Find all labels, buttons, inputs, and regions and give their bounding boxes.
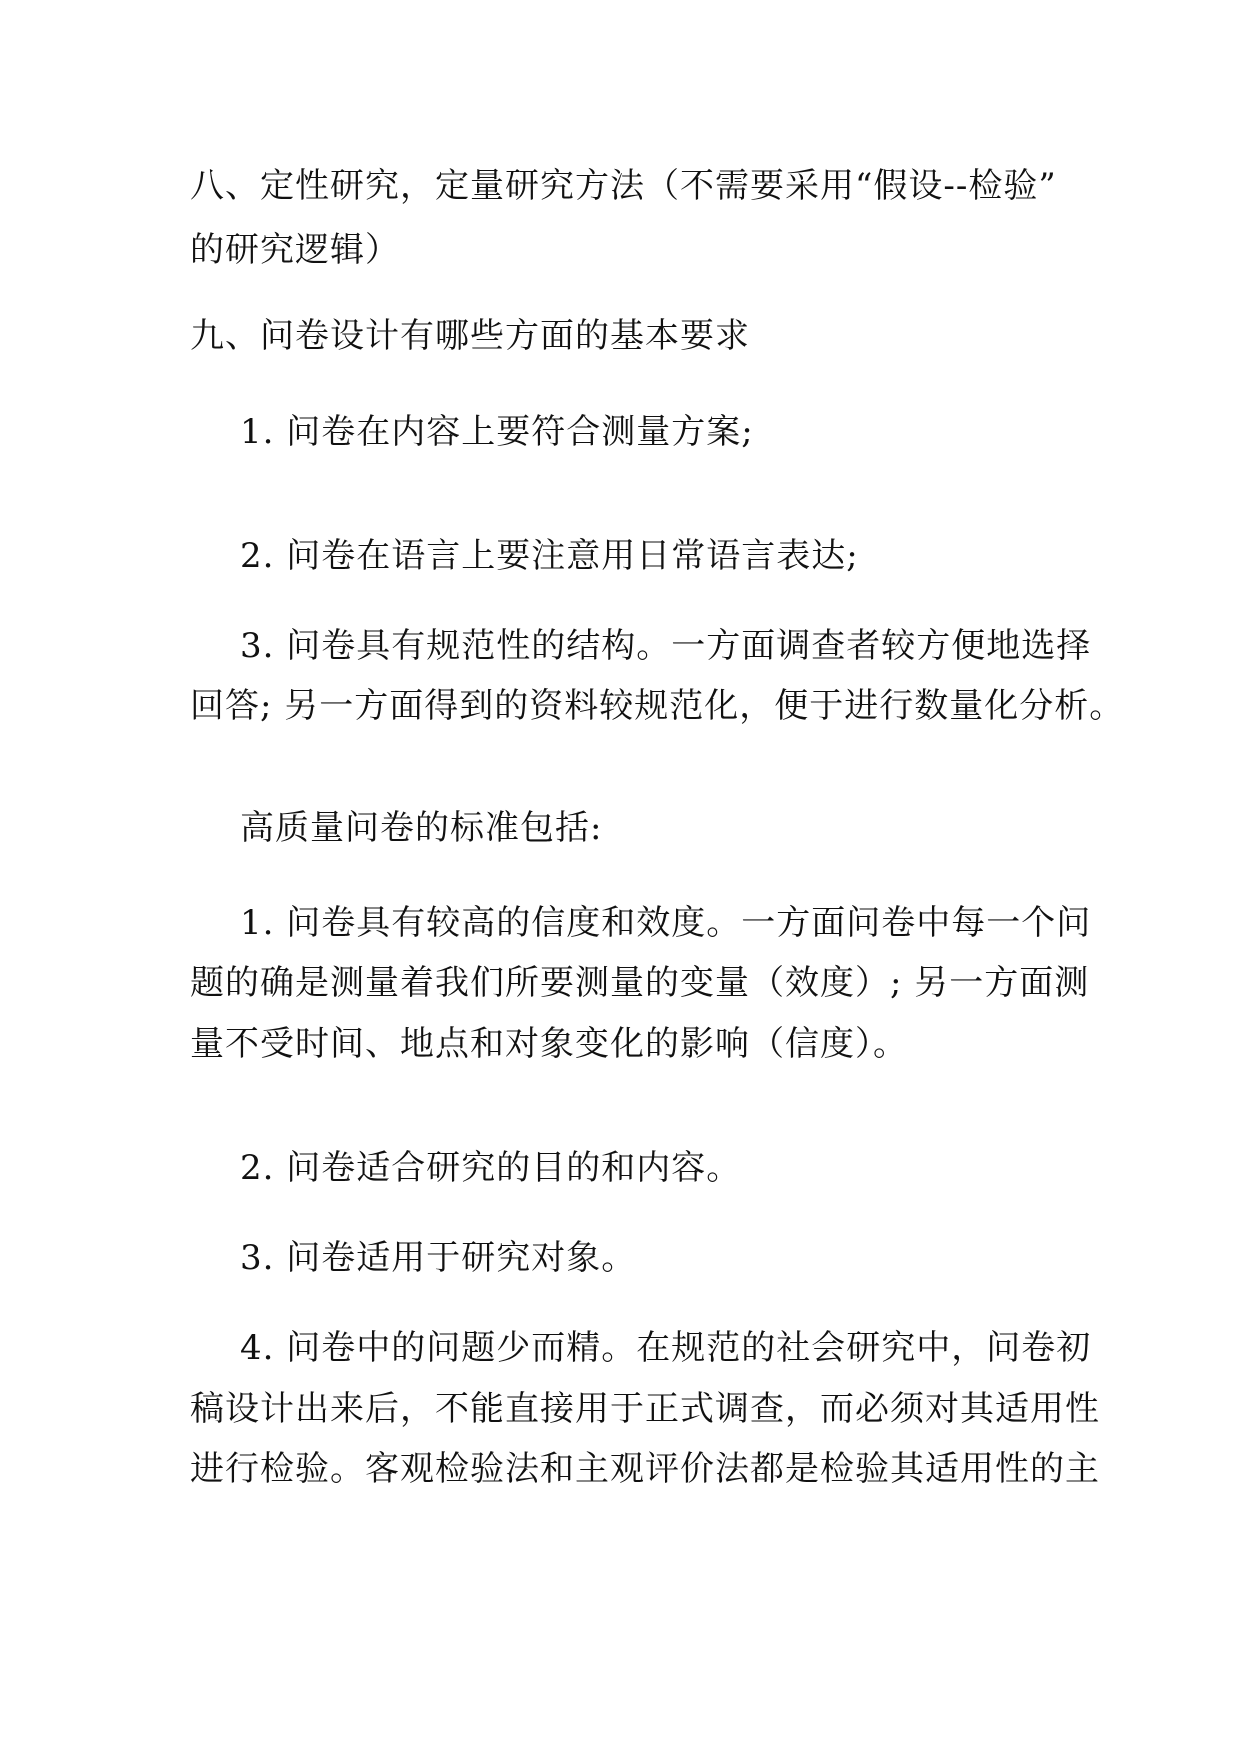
- standard-1-line-2: 题的确是测量着我们所要测量的变量（效度）; 另一方面测: [190, 963, 1090, 1003]
- standard-1-line-3: 量不受时间、地点和对象变化的影响（信度）。: [190, 1024, 908, 1064]
- requirement-1: 1. 问卷在内容上要符合测量方案;: [240, 412, 754, 452]
- standard-4-line-2: 稿设计出来后，不能直接用于正式调查，而必须对其适用性: [190, 1389, 1100, 1429]
- section-9-heading: 九、问卷设计有哪些方面的基本要求: [190, 316, 750, 356]
- standard-1-line-1: 1. 问卷具有较高的信度和效度。一方面问卷中每一个问: [240, 903, 1092, 943]
- quality-standards-heading: 高质量问卷的标准包括:: [240, 808, 603, 848]
- standard-2: 2. 问卷适合研究的目的和内容。: [240, 1148, 742, 1188]
- requirement-2: 2. 问卷在语言上要注意用日常语言表达;: [240, 536, 859, 576]
- standard-4-line-3: 进行检验。客观检验法和主观评价法都是检验其适用性的主: [190, 1449, 1100, 1489]
- section-8-heading-line-2: 的研究逻辑）: [190, 230, 400, 270]
- requirement-3-line-1: 3. 问卷具有规范性的结构。一方面调查者较方便地选择: [240, 626, 1092, 666]
- standard-4-line-1: 4. 问卷中的问题少而精。在规范的社会研究中，问卷初: [240, 1328, 1092, 1368]
- requirement-3-line-2: 回答; 另一方面得到的资料较规范化，便于进行数量化分析。: [190, 686, 1125, 726]
- section-8-heading-line-1: 八、定性研究，定量研究方法（不需要采用“假设--检验”: [190, 166, 1057, 206]
- standard-3: 3. 问卷适用于研究对象。: [240, 1238, 637, 1278]
